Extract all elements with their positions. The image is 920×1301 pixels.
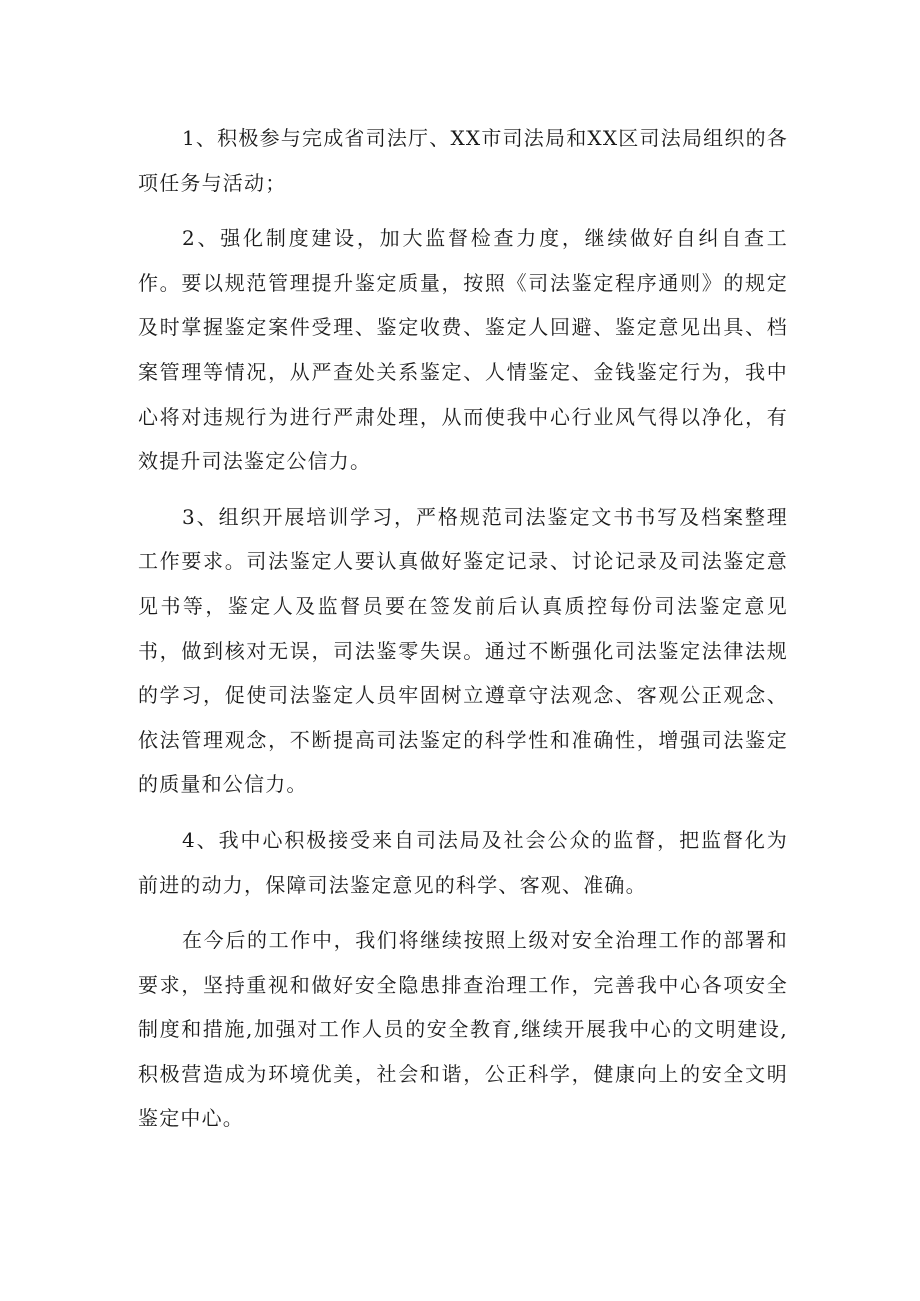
paragraph-item-2: 2、强化制度建设，加大监督检查力度，继续做好自纠自查工作。要以规范管理提升鉴定质量，按照《司法鉴定程序通则》的规定及时掌握鉴定案件受理、鉴定收费、鉴定人回避、鉴定意见出具、档案管理等情况，从严查处关系鉴定、人情鉴定、金钱鉴定行为，我中心将对违规行为进行严肃处理，从而使我中心行业风气得以净化，有效提升司法鉴定公信力。: [138, 226, 788, 474]
paragraph-item-1: 1、积极参与完成省司法厅、XX市司法局和XX区司法局组织的各项任务与活动；: [138, 126, 788, 195]
paragraph-conclusion: 在今后的工作中，我们将继续按照上级对安全治理工作的部署和要求，坚持重视和做好安全隐患排查治理工作，完善我中心各项安全制度和措施,加强对工作人员的安全教育,继续开展我中心的文明建设,积极营造成为环境优美，社会和谐，公正科学，健康向上的安全文明鉴定中心。: [138, 928, 788, 1131]
paragraph-item-4: 4、我中心积极接受来自司法局及社会公众的监督，把监督化为前进的动力，保障司法鉴定意见的科学、客观、准确。: [138, 827, 788, 897]
paragraph-item-3: 3、组织开展培训学习，严格规范司法鉴定文书书写及档案整理工作要求。司法鉴定人要认真做好鉴定记录、讨论记录及司法鉴定意见书等，鉴定人及监督员要在签发前后认真质控每份司法鉴定意见书，做到核对无误，司法鉴零失误。通过不断强化司法鉴定法律法规的学习，促使司法鉴定人员牢固树立遵章守法观念、客观公正观念、依法管理观念，不断提高司法鉴定的科学性和准确性，增强司法鉴定的质量和公信力。: [138, 504, 788, 797]
document-body: [138, 116, 788, 1141]
